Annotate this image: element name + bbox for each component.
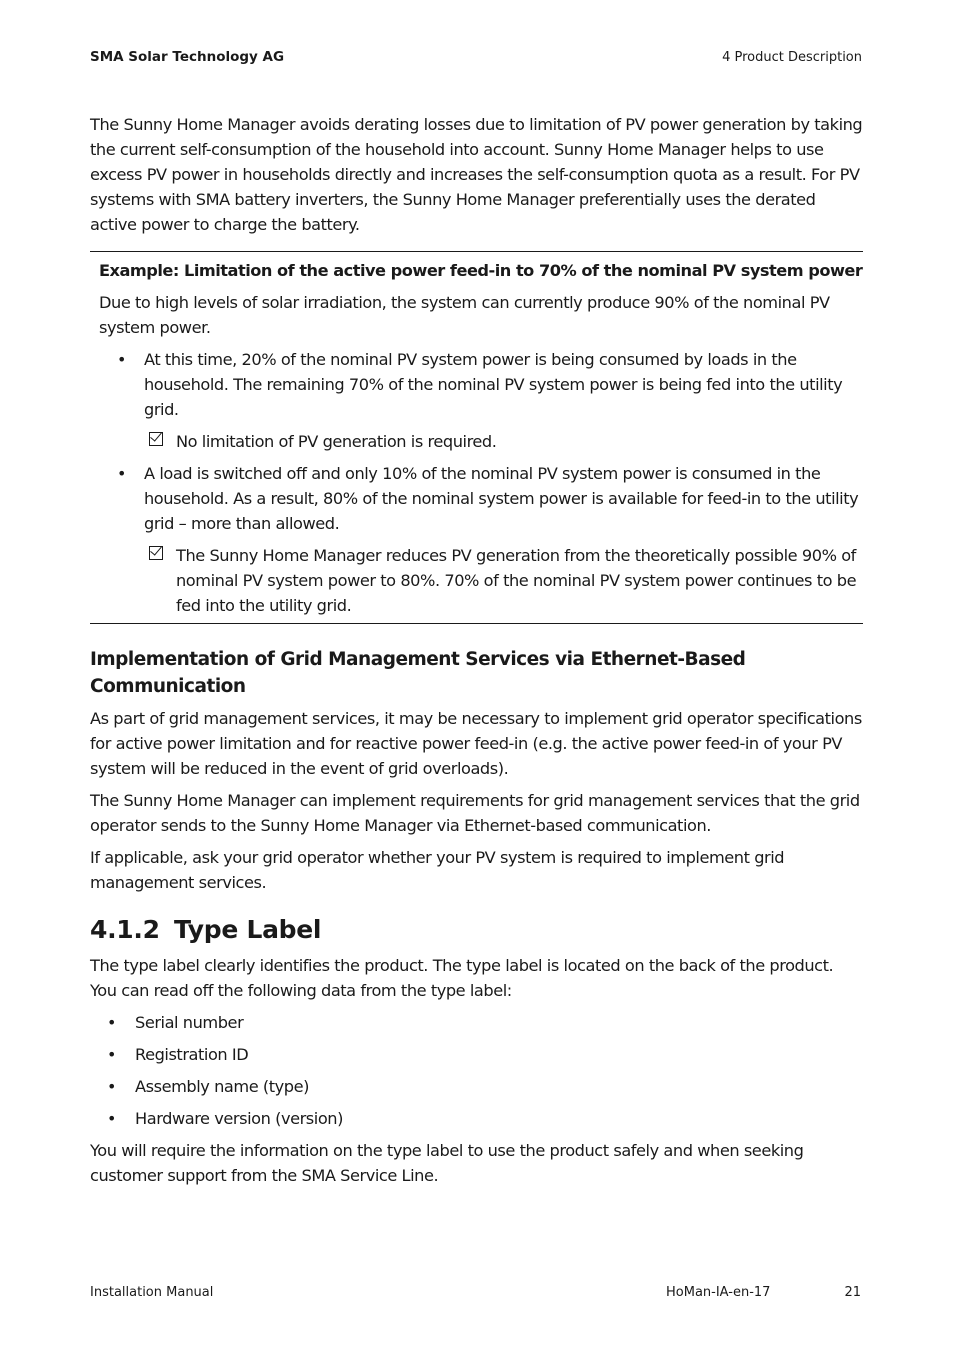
grid-paragraph: As part of grid management services, it may be necessary to implement grid operator specifications for active power limitation and for reactive power feed-in (e.g. the active power feed-in of your PV system will be reduced in the event of grid overloads). (90, 709, 862, 778)
example-bullet-text: A load is switched off and only 10% of the nominal PV system power is consumed in the household. As a result, 80% of the nominal system power is available for feed-in to the utility grid – more than allowed. (144, 464, 859, 533)
section-number: 4.1.2 (90, 915, 160, 944)
example-box (90, 251, 863, 624)
list-item (90, 1010, 863, 1035)
page-number: 21 (844, 1285, 861, 1300)
checkbox-checked-icon (149, 546, 163, 560)
header-chapter: 4 Product Description (722, 50, 862, 65)
type-label-heading (90, 915, 863, 945)
header-company: SMA Solar Technology AG (90, 49, 285, 65)
example-result-text: The Sunny Home Manager reduces PV generation from the theoretically possible 90% of nominal PV system power to 80%. 70% of the nominal PV system power continues to be fed into the utility grid. (176, 546, 857, 615)
list-item (90, 1074, 863, 1099)
footer-doc-code: HoMan-IA-en-17 (666, 1285, 771, 1300)
grid-heading-line2: Communication (90, 676, 246, 697)
list-item-text: Hardware version (version) (135, 1109, 343, 1128)
footer-manual: Installation Manual (90, 1285, 214, 1300)
list-item-text: Assembly name (type) (135, 1077, 310, 1096)
bullet-icon: • (107, 1045, 117, 1064)
grid-section-heading (90, 646, 863, 700)
example-result (99, 429, 863, 454)
list-item (90, 1042, 863, 1067)
bullet-icon: • (117, 350, 127, 369)
page-content (90, 112, 863, 1188)
example-bullet (99, 347, 863, 422)
intro-paragraph: The Sunny Home Manager avoids derating losses due to limitation of PV power generation by taking the current self-consumption of the household into account. Sunny Home Manager helps to use excess PV power in households directly and increases the self-consumption quota as a result. For PV systems with SMA battery inverters, the Sunny Home Manager preferentially uses the derated active power to charge the battery. (90, 115, 863, 234)
bullet-icon: • (107, 1013, 117, 1032)
example-bullet-text: At this time, 20% of the nominal PV system power is being consumed by loads in the household. The remaining 70% of the nominal PV system power is being fed into the utility grid. (144, 350, 843, 419)
type-label-outro: You will require the information on the type label to use the product safely and when seeking customer support from the SMA Service Line. (90, 1141, 804, 1185)
grid-heading-line1: Implementation of Grid Management Services via Ethernet-Based (90, 649, 746, 670)
example-title: Example: Limitation of the active power feed-in to 70% of the nominal PV system power (99, 261, 863, 280)
section-title: Type Label (174, 915, 322, 944)
example-bullet (99, 461, 863, 536)
example-lead: Due to high levels of solar irradiation, the system can currently produce 90% of the nominal PV system power. (99, 293, 830, 337)
example-result-text: No limitation of PV generation is required. (176, 432, 497, 451)
list-item-text: Serial number (135, 1013, 244, 1032)
list-item-text: Registration ID (135, 1045, 249, 1064)
list-item (90, 1106, 863, 1131)
bullet-icon: • (117, 464, 127, 483)
bullet-icon: • (107, 1077, 117, 1096)
type-label-intro: The type label clearly identifies the product. The type label is located on the back of the product. You can read off the following data from the type label: (90, 956, 834, 1000)
bullet-icon: • (107, 1109, 117, 1128)
checkbox-checked-icon (149, 432, 163, 446)
grid-paragraph: The Sunny Home Manager can implement requirements for grid management services that the grid operator sends to the Sunny Home Manager via Ethernet-based communication. (90, 791, 860, 835)
example-result (99, 543, 863, 618)
grid-paragraph: If applicable, ask your grid operator whether your PV system is required to implement grid management services. (90, 848, 785, 892)
